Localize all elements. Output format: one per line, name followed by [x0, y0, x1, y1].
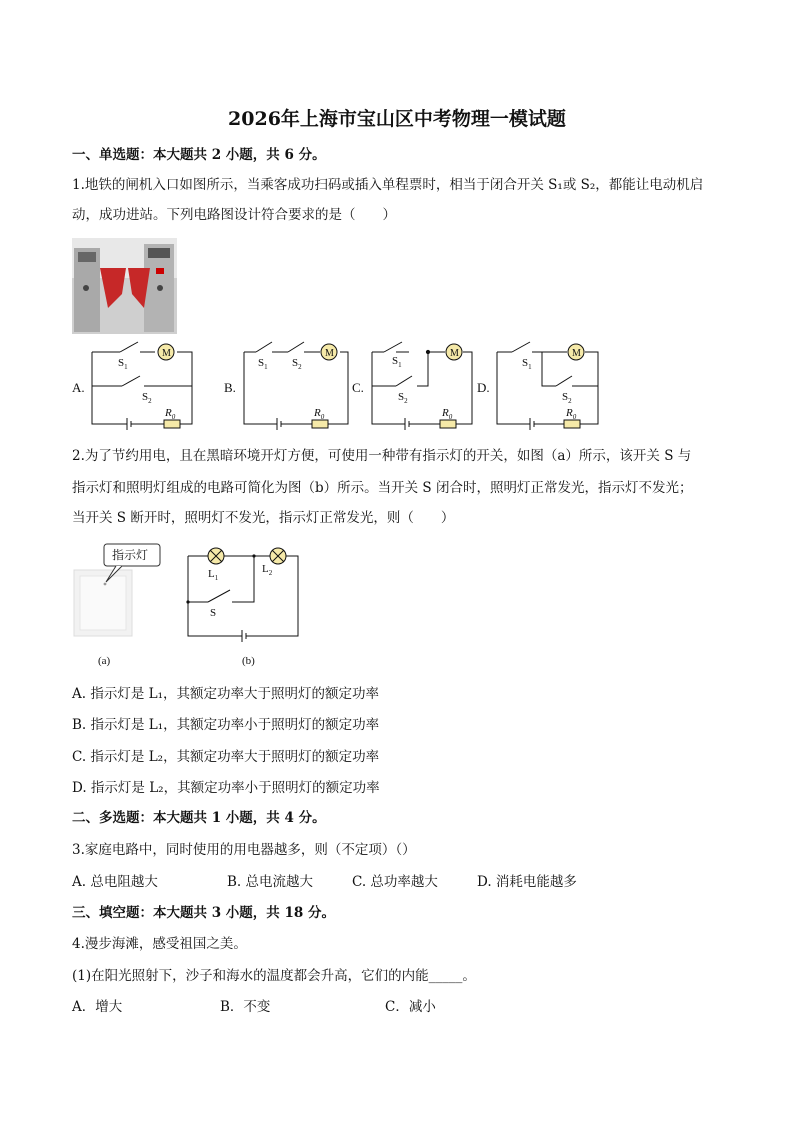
q1-option-b: B. — [224, 380, 236, 395]
q2-stem-line2: 指示灯和照明灯组成的电路可简化为图（b）所示。当开关 S 闭合时，照明灯正常发光，指示灯不发光； — [72, 480, 693, 496]
q1-stem-line2: 动，成功进站。下列电路图设计符合要求的是（ ） — [72, 207, 396, 223]
q2-option-c: C. 指示灯是 L₂，其额定功率大于照明灯的额定功率 — [72, 749, 380, 765]
switch-label: $S_1$ — [258, 357, 268, 371]
q3-stem: 3.家庭电路中，同时使用的用电器越多，则（不定项）（） — [72, 842, 416, 858]
q1-option-d: D. — [477, 380, 490, 395]
switch-label: S — [210, 607, 217, 619]
q1-option-a: A. — [72, 380, 85, 395]
switch-label: $S_2$ — [562, 391, 572, 405]
figure-b-caption: (b) — [242, 655, 255, 667]
turnstile-photo — [72, 238, 177, 334]
lamp-label: $L_2$ — [262, 563, 273, 577]
q2-figure-b — [180, 540, 310, 670]
q3-option-c: C. 总功率越大 — [352, 874, 438, 890]
q1-stem-line1: 1.地铁的闸机入口如图所示，当乘客成功扫码或插入单程票时，相当于闭合开关 S₁或 S₂，都能让电动机启 — [72, 177, 704, 193]
q4-stem: 4.漫步海滩，感受祖国之美。 — [72, 936, 247, 952]
resistor-label: $R_0$ — [566, 407, 577, 421]
q2-stem-line1: 2.为了节约用电，且在黑暗环境开灯方便，可使用一种带有指示灯的开关，如图（a）所示，该开关 S 与 — [72, 448, 692, 464]
figure-a-caption: (a) — [98, 655, 111, 667]
resistor-label: $R_0$ — [314, 407, 325, 421]
motor-label: M — [450, 348, 459, 359]
q3-option-b: B. 总电流越大 — [227, 874, 314, 890]
switch-label: $S_2$ — [292, 357, 302, 371]
switch-label: $S_2$ — [142, 391, 152, 405]
motor-label: M — [325, 348, 334, 359]
lamp-label: $L_1$ — [208, 568, 219, 582]
q1-option-c: C. — [352, 380, 364, 395]
q2-stem-line3: 当开关 S 断开时，照明灯不发光，指示灯正常发光，则（ ） — [72, 510, 455, 526]
page-title: 2026年上海市宝山区中考物理一模试题 — [228, 108, 566, 130]
q1-circuit-options — [72, 338, 612, 434]
q2-option-a: A. 指示灯是 L₁，其额定功率大于照明灯的额定功率 — [72, 686, 379, 702]
q3-option-d: D. 消耗电能越多 — [477, 874, 577, 890]
section-3-header — [72, 904, 335, 922]
q4-option-a: A．增大 — [72, 999, 123, 1015]
q2-option-b: B. 指示灯是 L₁，其额定功率小于照明灯的额定功率 — [72, 717, 380, 733]
section-label: 三、填空题： — [72, 905, 153, 921]
switch-label: $S_1$ — [392, 355, 402, 369]
switch-label: $S_1$ — [522, 357, 532, 371]
section-label: 一、单选题： — [72, 147, 153, 163]
resistor-label: $R_0$ — [165, 407, 176, 421]
section-desc: 本大题共 3 小题，共 18 分。 — [153, 905, 335, 921]
motor-label: M — [572, 348, 581, 359]
switch-label: $S_1$ — [118, 357, 128, 371]
section-label: 二、多选题： — [72, 810, 153, 826]
q4-option-c: C．减小 — [385, 999, 436, 1015]
q4-option-b: B．不变 — [220, 999, 271, 1015]
q2-figure-a — [72, 540, 172, 670]
section-desc: 本大题共 2 小题，共 6 分。 — [153, 147, 326, 163]
q4-sub1: (1)在阳光照射下，沙子和海水的温度都会升高，它们的内能_____。 — [72, 968, 476, 984]
motor-label: M — [162, 348, 171, 359]
section-2-header — [72, 809, 326, 827]
indicator-callout: 指示灯 — [112, 548, 149, 562]
resistor-label: $R_0$ — [442, 407, 453, 421]
section-1-header — [72, 146, 326, 164]
section-desc: 本大题共 1 小题，共 4 分。 — [153, 810, 326, 826]
q2-option-d: D. 指示灯是 L₂，其额定功率小于照明灯的额定功率 — [72, 780, 380, 796]
switch-label: $S_2$ — [398, 391, 408, 405]
q3-option-a: A. 总电阻越大 — [72, 874, 158, 890]
